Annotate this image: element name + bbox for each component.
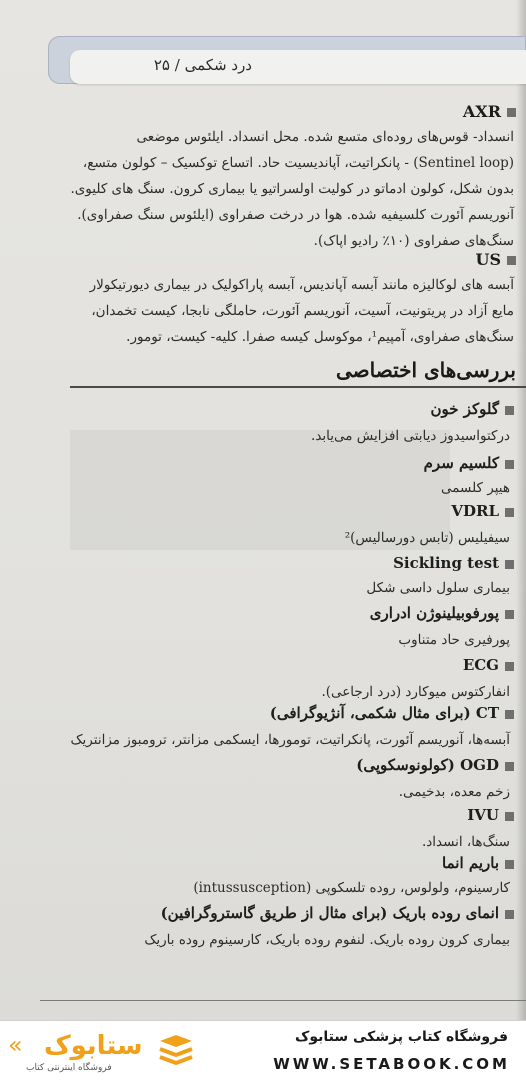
item-heading-text: کلسیم سرم	[423, 454, 499, 472]
bullet-square-icon	[505, 560, 514, 569]
item-desc: سیفیلیس (تابس دورسالیس)²	[344, 530, 510, 546]
item-desc: سنگ‌ها، انسداد.	[421, 834, 510, 850]
item-desc: بیماری سلول داسی شکل	[366, 580, 510, 596]
item-heading	[463, 656, 514, 674]
item-heading-text: OGD (کولونوسکوپی)	[356, 756, 499, 774]
section-rule	[70, 386, 526, 388]
item-heading	[451, 502, 514, 520]
item-heading	[393, 554, 514, 572]
bullet-square-icon	[505, 812, 514, 821]
axr-line: سنگ‌های صفراوی (۱۰٪ رادیو اپاک).	[313, 233, 514, 249]
bullet-square-icon	[505, 860, 514, 869]
axr-paragraph	[36, 124, 514, 254]
page-header-title: درد شکمی / ۲۵	[153, 56, 252, 74]
item-desc: هیپر کلسمی	[440, 480, 510, 496]
store-footer	[0, 1020, 526, 1081]
item-heading-text: پورفوبیلینوژن ادراری	[369, 604, 499, 622]
item-heading	[442, 854, 514, 872]
bullet-square-icon	[507, 256, 516, 265]
item-heading-text: Sickling test	[393, 554, 499, 572]
item-heading	[356, 756, 514, 774]
item-heading	[424, 454, 514, 472]
axr-line: انسداد- قوس‌های روده‌ای متسع شده. محل انسداد. ایلئوس موضعی	[136, 129, 514, 145]
item-heading-text: VDRL	[451, 502, 499, 520]
axr-line: (Sentinel loop) - پانکراتیت، آپاندیسیت حاد. اتساع توکسیک – کولون متسع،	[82, 155, 514, 171]
store-name: فروشگاه کتاب پزشکی ستابوک	[295, 1029, 508, 1045]
us-heading	[475, 250, 516, 269]
item-desc: پورفیری حاد متناوب	[398, 632, 510, 648]
store-url[interactable]: WWW.SETABOOK.COM	[273, 1055, 510, 1073]
us-line: آبسه های لوکالیزه مانند آبسه آپاندیس، آبسه پاراکولیک در بیماری دیورتیکولار	[89, 277, 514, 293]
item-desc: آبسه‌ها، آنوریسم آئورت، پانکراتیت، تومورها، ایسکمی مزانتر، ترومبوز مزانتریک	[70, 732, 510, 748]
item-desc: زخم معده، بدخیمی.	[398, 784, 510, 800]
item-desc: انفارکتوس میوکارد (درد ارجاعی).	[321, 684, 510, 700]
item-heading	[370, 604, 514, 622]
item-heading-text: IVU	[467, 806, 499, 824]
chevrons-icon: «	[8, 1031, 23, 1059]
item-heading	[161, 904, 514, 922]
axr-heading-text: AXR	[462, 102, 501, 121]
item-desc: کارسینوم، ولولوس، روده تلسکوپی (intussusception)	[193, 880, 510, 896]
store-logo-word: ستابوک	[44, 1031, 143, 1061]
special-tests-title: بررسی‌های اختصاصی	[336, 358, 516, 382]
us-heading-text: US	[475, 250, 501, 269]
us-line: سنگ‌های صفراوی، آمپیم¹، موکوسل کیسه صفرا. کلیه- کیست، تومور.	[126, 329, 514, 345]
item-desc: بیماری کرون روده باریک. لنفوم روده باریک، کارسینوم روده باریک	[144, 932, 510, 948]
us-line: مایع آزاد در پریتونیت، آسیت، آنوریسم آئورت، حاملگی نابجا، کیست تخمدان،	[91, 303, 514, 319]
bullet-square-icon	[505, 610, 514, 619]
bullet-square-icon	[505, 460, 514, 469]
bullet-square-icon	[505, 910, 514, 919]
footnote-rule	[40, 1000, 526, 1001]
item-heading-text: CT (برای مثال شکمی، آنژیوگرافی)	[269, 704, 499, 722]
page-edge-shadow	[516, 0, 526, 1020]
item-heading-text: انمای روده باریک (برای مثال از طریق گاستروگرافین)	[160, 904, 499, 922]
bullet-square-icon	[505, 406, 514, 415]
store-logo-subtitle: فروشگاه اینترنتی کتاب	[26, 1063, 112, 1073]
axr-heading	[463, 102, 516, 121]
item-heading-text: باریم انما	[442, 854, 499, 872]
bullet-square-icon	[505, 710, 514, 719]
item-heading	[467, 806, 514, 824]
item-heading	[270, 704, 514, 722]
bullet-square-icon	[505, 662, 514, 671]
bullet-square-icon	[505, 762, 514, 771]
item-desc: درکتواسیدوز دیابتی افزایش می‌یابد.	[311, 428, 510, 444]
book-stack-icon	[158, 1035, 194, 1067]
us-paragraph	[36, 272, 514, 350]
item-heading-text: گلوکز خون	[430, 400, 499, 418]
axr-line: آنوریسم آئورت کلسیفیه شده. هوا در درخت صفراوی (ایلئوس سنگ صفراوی).	[77, 207, 514, 223]
item-heading-text: ECG	[462, 656, 499, 674]
bullet-square-icon	[505, 508, 514, 517]
item-heading	[430, 400, 514, 418]
axr-line: بدون شکل، کولون ادماتو در کولیت اولسراتیو یا بیماری کرون. سنگ های کلیوی.	[70, 181, 514, 197]
bullet-square-icon	[507, 108, 516, 117]
